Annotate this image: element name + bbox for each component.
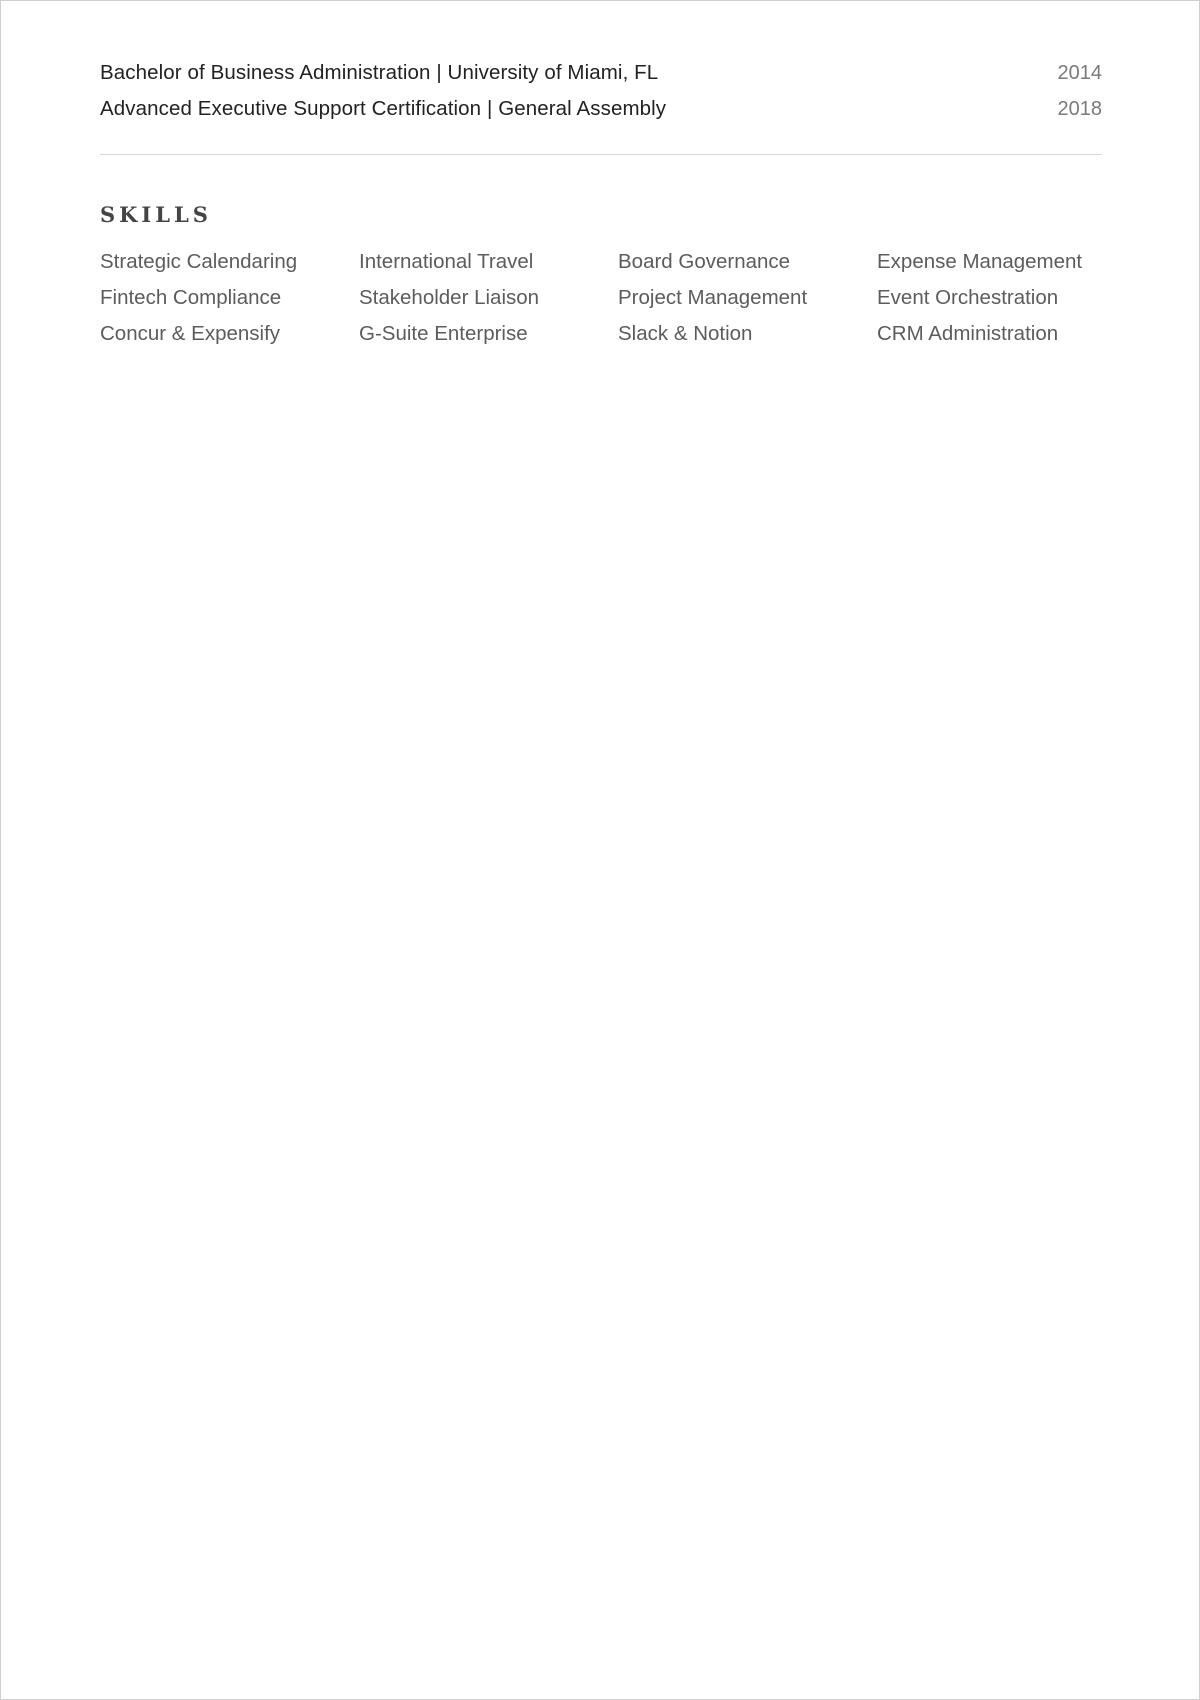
skills-grid xyxy=(100,249,1102,347)
section-divider xyxy=(100,154,1102,155)
skill-item: Fintech Compliance xyxy=(100,286,282,309)
skill-item: Concur & Expensify xyxy=(100,322,281,345)
skill-item: Board Governance xyxy=(618,250,791,273)
resume-content xyxy=(100,61,1102,347)
education-year: 2018 xyxy=(1057,98,1102,120)
skill-item: G-Suite Enterprise xyxy=(359,322,528,345)
education-list xyxy=(100,61,1102,133)
education-entry xyxy=(100,97,1102,133)
education-entry xyxy=(100,61,1102,97)
education-title: Advanced Executive Support Certification | General Assembly xyxy=(100,97,667,120)
skill-item: Event Orchestration xyxy=(877,286,1059,309)
education-year: 2014 xyxy=(1057,62,1102,84)
skill-item: Slack & Notion xyxy=(618,322,753,345)
skill-item: International Travel xyxy=(359,250,534,273)
skill-item: Strategic Calendaring xyxy=(100,250,298,273)
education-title: Bachelor of Business Administration | University of Miami, FL xyxy=(100,61,659,84)
skill-item: Project Management xyxy=(618,286,808,309)
skill-item: Stakeholder Liaison xyxy=(359,286,540,309)
skills-heading: SKILLS xyxy=(100,202,212,227)
skill-item: CRM Administration xyxy=(877,322,1059,345)
skill-item: Expense Management xyxy=(877,250,1083,273)
